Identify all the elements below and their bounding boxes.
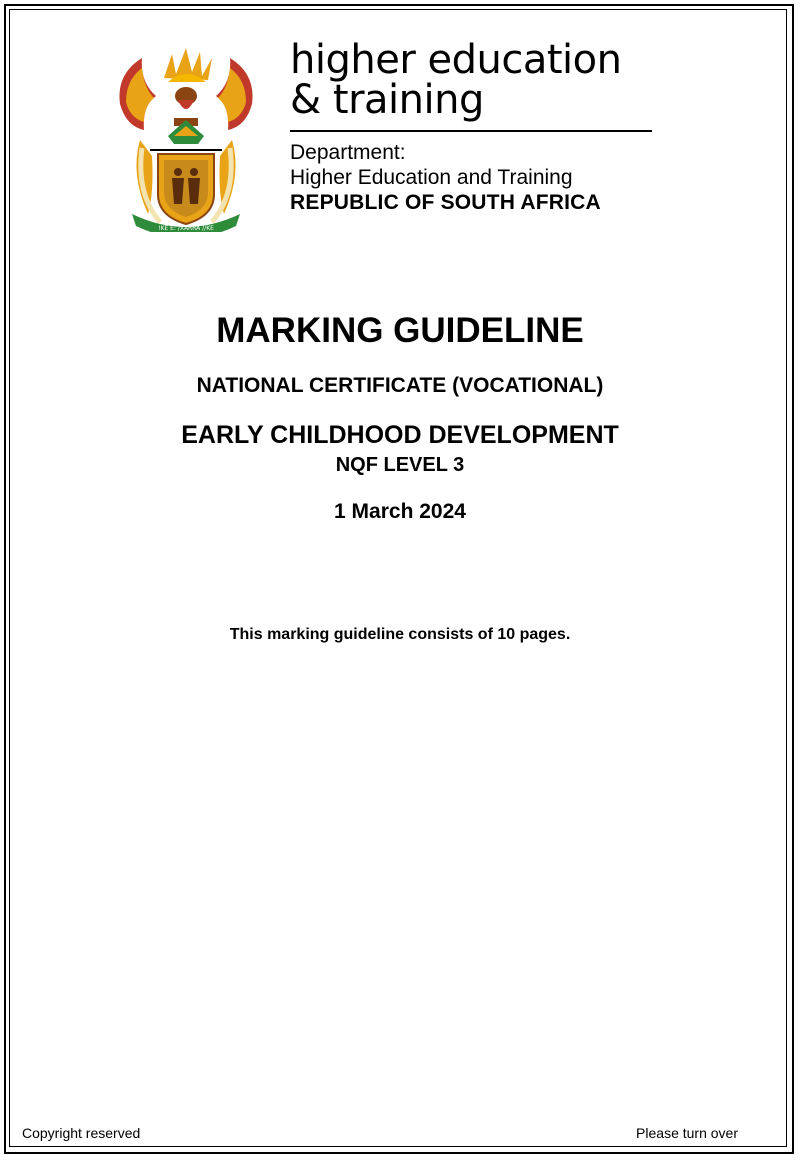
coat-of-arms-logo	[112, 44, 260, 232]
nqf-level: NQF LEVEL 3	[335, 454, 465, 476]
motto-text: !KE E: /XARRA //KE	[158, 225, 214, 232]
brand-line-1: higher education	[290, 37, 622, 83]
department-brand	[290, 37, 660, 215]
brand-divider	[290, 130, 652, 132]
exam-date: 1 March 2024	[334, 500, 466, 523]
document-title: MARKING GUIDELINE	[216, 311, 584, 350]
country-name: REPUBLIC OF SOUTH AFRICA	[290, 191, 601, 214]
subject-name: EARLY CHILDHOOD DEVELOPMENT	[181, 421, 619, 449]
brand-line-2: & training	[290, 77, 484, 123]
copyright-notice: Copyright reserved	[22, 1125, 141, 1141]
shield-icon	[158, 154, 214, 224]
dept-label: Department:	[290, 141, 406, 164]
sun-icon	[164, 48, 212, 82]
page-count-note: This marking guideline consists of 10 pages.	[229, 626, 571, 643]
turn-over-notice: Please turn over	[636, 1125, 738, 1141]
certificate-name: NATIONAL CERTIFICATE (VOCATIONAL)	[196, 374, 604, 397]
dept-name: Higher Education and Training	[290, 166, 573, 189]
